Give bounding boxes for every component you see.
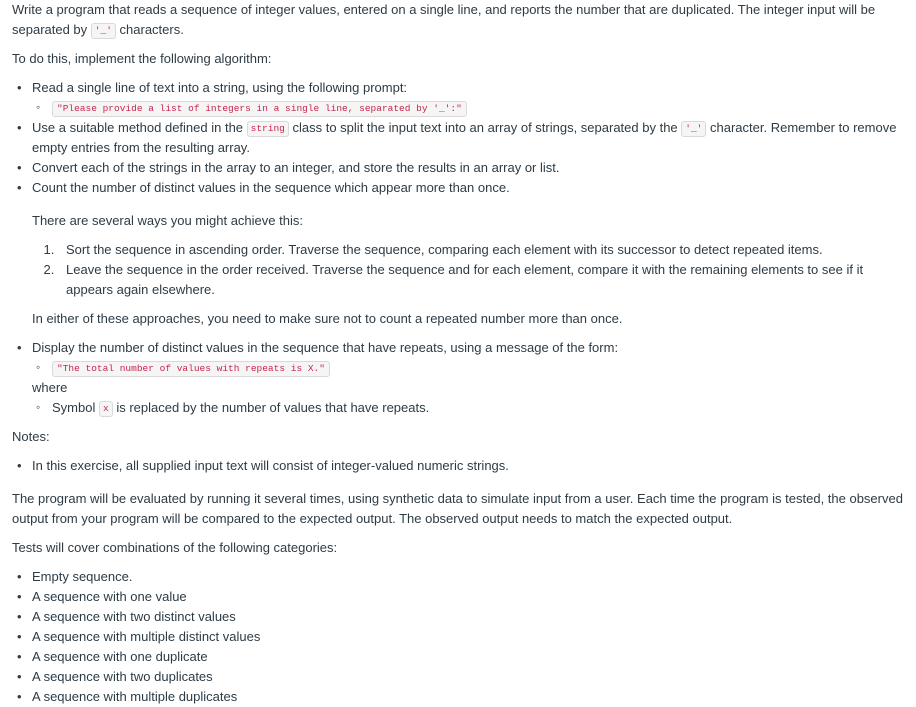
test-item: • Empty sequence. — [12, 567, 912, 587]
step-convert: • Convert each of the strings in the array to an integer, and store the results in an array or list. — [12, 158, 912, 178]
where-label: where — [32, 380, 68, 395]
intro-text-end: characters. — [119, 22, 184, 37]
test-item: • A sequence with two distinct values — [12, 607, 912, 627]
either-note: In either of these approaches, you need to make sure not to count a repeated number more than once. — [32, 311, 623, 326]
intro-text: Write a program that reads a sequence of integer values, entered on a single line, and reports the number that are duplicated. The integer input will be separated by — [12, 2, 876, 37]
test-item: • A sequence with one value — [12, 587, 912, 607]
prompt-sublist — [32, 98, 912, 118]
symbol-item — [32, 398, 912, 418]
split-char-code: '_' — [681, 121, 706, 137]
notes-heading: Notes: — [12, 429, 50, 444]
test-item: • A sequence with one duplicate — [12, 647, 912, 667]
ways-heading: There are several ways you might achieve this: — [32, 213, 303, 228]
test-item: • A sequence with multiple duplicates — [12, 687, 912, 707]
step-display — [12, 338, 912, 418]
symbol-sublist — [32, 398, 912, 418]
prompt-code: "Please provide a list of integers in a single line, separated by '_':" — [52, 101, 467, 117]
symbol-code: x — [99, 401, 113, 417]
step-count — [12, 178, 912, 338]
symbol-text-end: is replaced by the number of values that have repeats. — [116, 400, 430, 415]
message-sublist — [32, 358, 912, 378]
step-split-text: Use a suitable method defined in the — [32, 120, 244, 135]
message-item — [32, 358, 912, 378]
symbol-text: Symbol — [52, 400, 96, 415]
step-split-text-end: character. Remember to remove empty entries from the resulting array. — [32, 120, 897, 155]
step-split-text-middle: class to split the input text into an array of strings, separated by the — [292, 120, 678, 135]
tests-list — [12, 567, 912, 707]
string-class-code: string — [247, 121, 289, 137]
algorithm-list — [12, 78, 912, 418]
test-item: • A sequence with two duplicates — [12, 667, 912, 687]
prompt-item — [32, 98, 912, 118]
step-split — [12, 118, 912, 158]
way-item-sort: 1. Sort the sequence in ascending order. Traverse the sequence, comparing each element with its successor to detect repeated items. — [58, 240, 912, 260]
step-display-text: Display the number of distinct values in the sequence that have repeats, using a message of the form: — [32, 340, 619, 355]
separator-code: '_' — [91, 23, 116, 39]
step-read-text: Read a single line of text into a string, using the following prompt: — [32, 80, 408, 95]
ways-list — [32, 240, 912, 300]
test-item: • A sequence with multiple distinct values — [12, 627, 912, 647]
implement-heading: To do this, implement the following algorithm: — [12, 51, 272, 66]
intro-paragraph — [12, 0, 912, 40]
evaluation-paragraph: The program will be evaluated by running it several times, using synthetic data to simulate input from a user. Each time the program is tested, the observed output from your program will be compared to the expected output. The observed output needs to match the expected output. — [12, 491, 903, 526]
note-item: • In this exercise, all supplied input text will consist of integer-valued numeric strings. — [12, 456, 912, 476]
message-code: "The total number of values with repeats is X." — [52, 361, 330, 377]
step-count-text: Count the number of distinct values in the sequence which appear more than once. — [32, 180, 510, 195]
tests-heading: Tests will cover combinations of the following categories: — [12, 540, 338, 555]
notes-list — [12, 456, 912, 476]
way-item-compare: 2. Leave the sequence in the order received. Traverse the sequence and for each element, compare it with the remaining elements to see if it appears again elsewhere. — [58, 260, 912, 300]
step-read — [12, 78, 912, 118]
